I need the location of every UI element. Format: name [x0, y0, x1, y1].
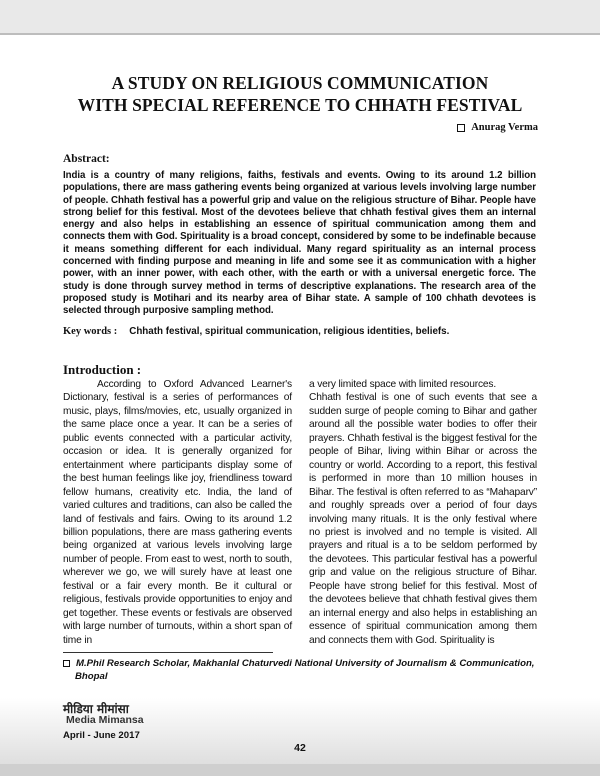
square-bullet-icon	[63, 660, 70, 667]
right-column-paragraph-1: a very limited space with limited resources.	[309, 379, 497, 390]
journal-name-hindi: मीडिया मीमांसा	[63, 702, 129, 716]
issue-date: April - June 2017	[63, 730, 140, 741]
article-title-line1: A STUDY ON RELIGIOUS COMMUNICATION	[111, 73, 489, 93]
footnote-divider	[63, 652, 273, 653]
author-footnote	[63, 658, 543, 683]
author-byline	[457, 122, 538, 133]
abstract-text: India is a country of many religions, faiths, festivals and events. Owing to its around 1.2 billion populations, there are mass gathering events being organized at various levels involving large number of people. Chhath festival has a powerful grip and value on the religious structure of Bihar. People have strong belief for this festival. Most of the devotees believe that chhath festival gives them an internal energy and also helps in establishing an essence of spiritual communication among them and connects them with God. Spirituality is a broad concept, considered by some to be indefinable because it means something different for each individual. Many regard spirituality as an internal process concerned with finding purpose and meaning in life and some see it as communication with a higher power, with an inner power, with each other, with the earth or with a universal energetic force. The study is done through survey method in terms of descriptive explanations. The research area of the proposed study is Motihari and its nearby area of Bihar state. A sample of 100 chhath devotees is selected through purposive sampling method.	[63, 170, 536, 317]
keywords-label: Key words :	[63, 326, 118, 337]
introduction-right-column	[309, 378, 537, 647]
introduction-left-column	[63, 378, 292, 647]
article-title-line2: WITH SPECIAL REFERENCE TO CHHATH FESTIVAL	[77, 95, 523, 115]
journal-name-english: Media Mimansa	[66, 714, 144, 726]
keywords-value: Chhath festival, spiritual communication, religious identities, beliefs.	[129, 326, 450, 337]
bottom-band	[0, 764, 600, 776]
abstract-heading: Abstract:	[63, 153, 110, 165]
left-column-paragraph: According to Oxford Advanced Learner's Dictionary, festival is a series of performances of music, plays, films/movies, etc, usually organized in the same place once a year. It can be a series of public events connected with a particular activity, occasion or idea. It is generally organized for entertainment where participants display some of the best human feelings like joy, friendliness toward fellow humans, creativity etc. India, the land of varied cultures and traditions, can also be called the land of festivals and fairs. Owing to its around 1.2 billion populations, there are mass gathering events being organized at various levels involving large number of people. From east to west, north to south, wherever we go, we will surely have at least one festival or a fair every month. Be it cultural or religious, festivals provide opportunities to enjoy and get together. These events or festivals are observed with large number of turnouts, within a short span of time in	[63, 379, 292, 646]
footnote-line2: Bhopal	[75, 670, 108, 682]
header-band	[0, 0, 600, 35]
introduction-heading: Introduction :	[63, 362, 142, 377]
article-title	[40, 72, 560, 116]
footnote-line1: M.Phil Research Scholar, Makhanlal Chaturvedi National University of Journalism & Communication,	[76, 658, 535, 669]
page-number: 42	[294, 742, 306, 754]
right-column-paragraph-2: Chhath festival is one of such events that see a sudden surge of people coming to Bihar and gather around all the possible water bodies to offer their prayers. Chhath festival is the biggest festival for the people of Bihar, living within Bihar or across the country or world. According to a report, this festival is performed in more than 10 million houses in Bihar. The festival is often referred to as “Mahaparv” and roughly spreads over a period of four days involving many rituals. It is the only festival where no priest is involved and no temple is visited. All prayers and ritual is a to be seldom performed by the devotees. This particular festival has a powerful grip and value on the religious structure of Bihar. People have strong belief for this festival. Most of the devotees believe that chhath festival gives them an internal energy and also helps in establishing an essence of spiritual communication among them and connects them with God. Spirituality is	[309, 392, 537, 646]
author-name: Anurag Verma	[471, 122, 538, 133]
keywords	[63, 326, 449, 337]
square-bullet-icon	[457, 124, 465, 132]
